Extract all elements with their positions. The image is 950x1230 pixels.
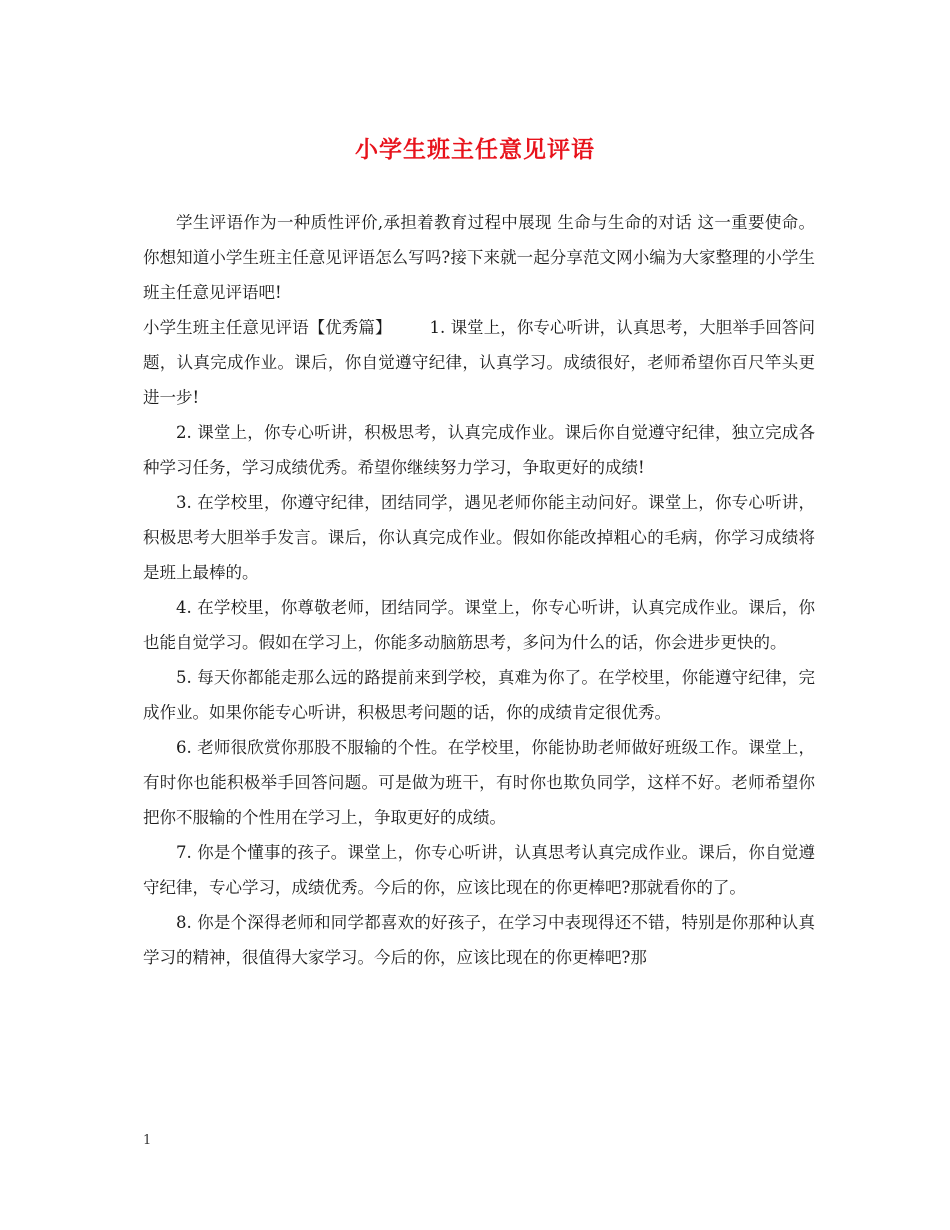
comment-item-7: 7. 你是个懂事的孩子。课堂上，你专心听讲，认真思考认真完成作业。课后，你自觉遵守纪律，专心学习，成绩优秀。今后的你，应该比现在的你更棒吧?那就看你的了。 <box>143 843 815 897</box>
section-paragraph <box>143 310 815 415</box>
page-number: 1 <box>143 1133 152 1148</box>
comment-item-2: 2. 课堂上，你专心听讲，积极思考，认真完成作业。课后你自觉遵守纪律，独立完成各种学习任务，学习成绩优秀。希望你继续努力学习，争取更好的成绩! <box>143 423 815 477</box>
comment-item-5: 5. 每天你都能走那么远的路提前来到学校，真难为你了。在学校里，你能遵守纪律，完成作业。如果你能专心听讲，积极思考问题的话，你的成绩肯定很优秀。 <box>143 668 815 722</box>
intro-paragraph: 学生评语作为一种质性评价,承担着教育过程中展现 生命与生命的对话 这一重要使命。你想知道小学生班主任意见评语怎么写吗?接下来就一起分享范文网小编为大家整理的小学生班主任意见评语吧! <box>143 213 815 302</box>
document-body <box>143 205 815 975</box>
page-title: 小学生班主任意见评语 <box>355 136 595 163</box>
section-heading: 小学生班主任意见评语【优秀篇】 <box>143 318 392 337</box>
comment-item-6: 6. 老师很欣赏你那股不服输的个性。在学校里，你能协助老师做好班级工作。课堂上，有时你也能积极举手回答问题。可是做为班干，有时你也欺负同学，这样不好。老师希望你把你不服输的个性用在学习上，争取更好的成绩。 <box>143 738 815 827</box>
comment-item-8: 8. 你是个深得老师和同学都喜欢的好孩子，在学习中表现得还不错，特别是你那种认真学习的精神，很值得大家学习。今后的你，应该比现在的你更棒吧?那 <box>143 913 815 967</box>
comment-item-1: 1. 课堂上，你专心听讲，认真思考，大胆举手回答问题，认真完成作业。课后，你自觉遵守纪律，认真学习。成绩很好，老师希望你百尺竿头更进一步! <box>143 318 815 407</box>
comment-item-3: 3. 在学校里，你遵守纪律，团结同学，遇见老师你能主动问好。课堂上，你专心听讲，积极思考大胆举手发言。课后，你认真完成作业。假如你能改掉粗心的毛病，你学习成绩将是班上最棒的。 <box>143 493 815 582</box>
comment-item-4: 4. 在学校里，你尊敬老师，团结同学。课堂上，你专心听讲，认真完成作业。课后，你也能自觉学习。假如在学习上，你能多动脑筋思考，多问为什么的话，你会进步更快的。 <box>143 598 815 652</box>
